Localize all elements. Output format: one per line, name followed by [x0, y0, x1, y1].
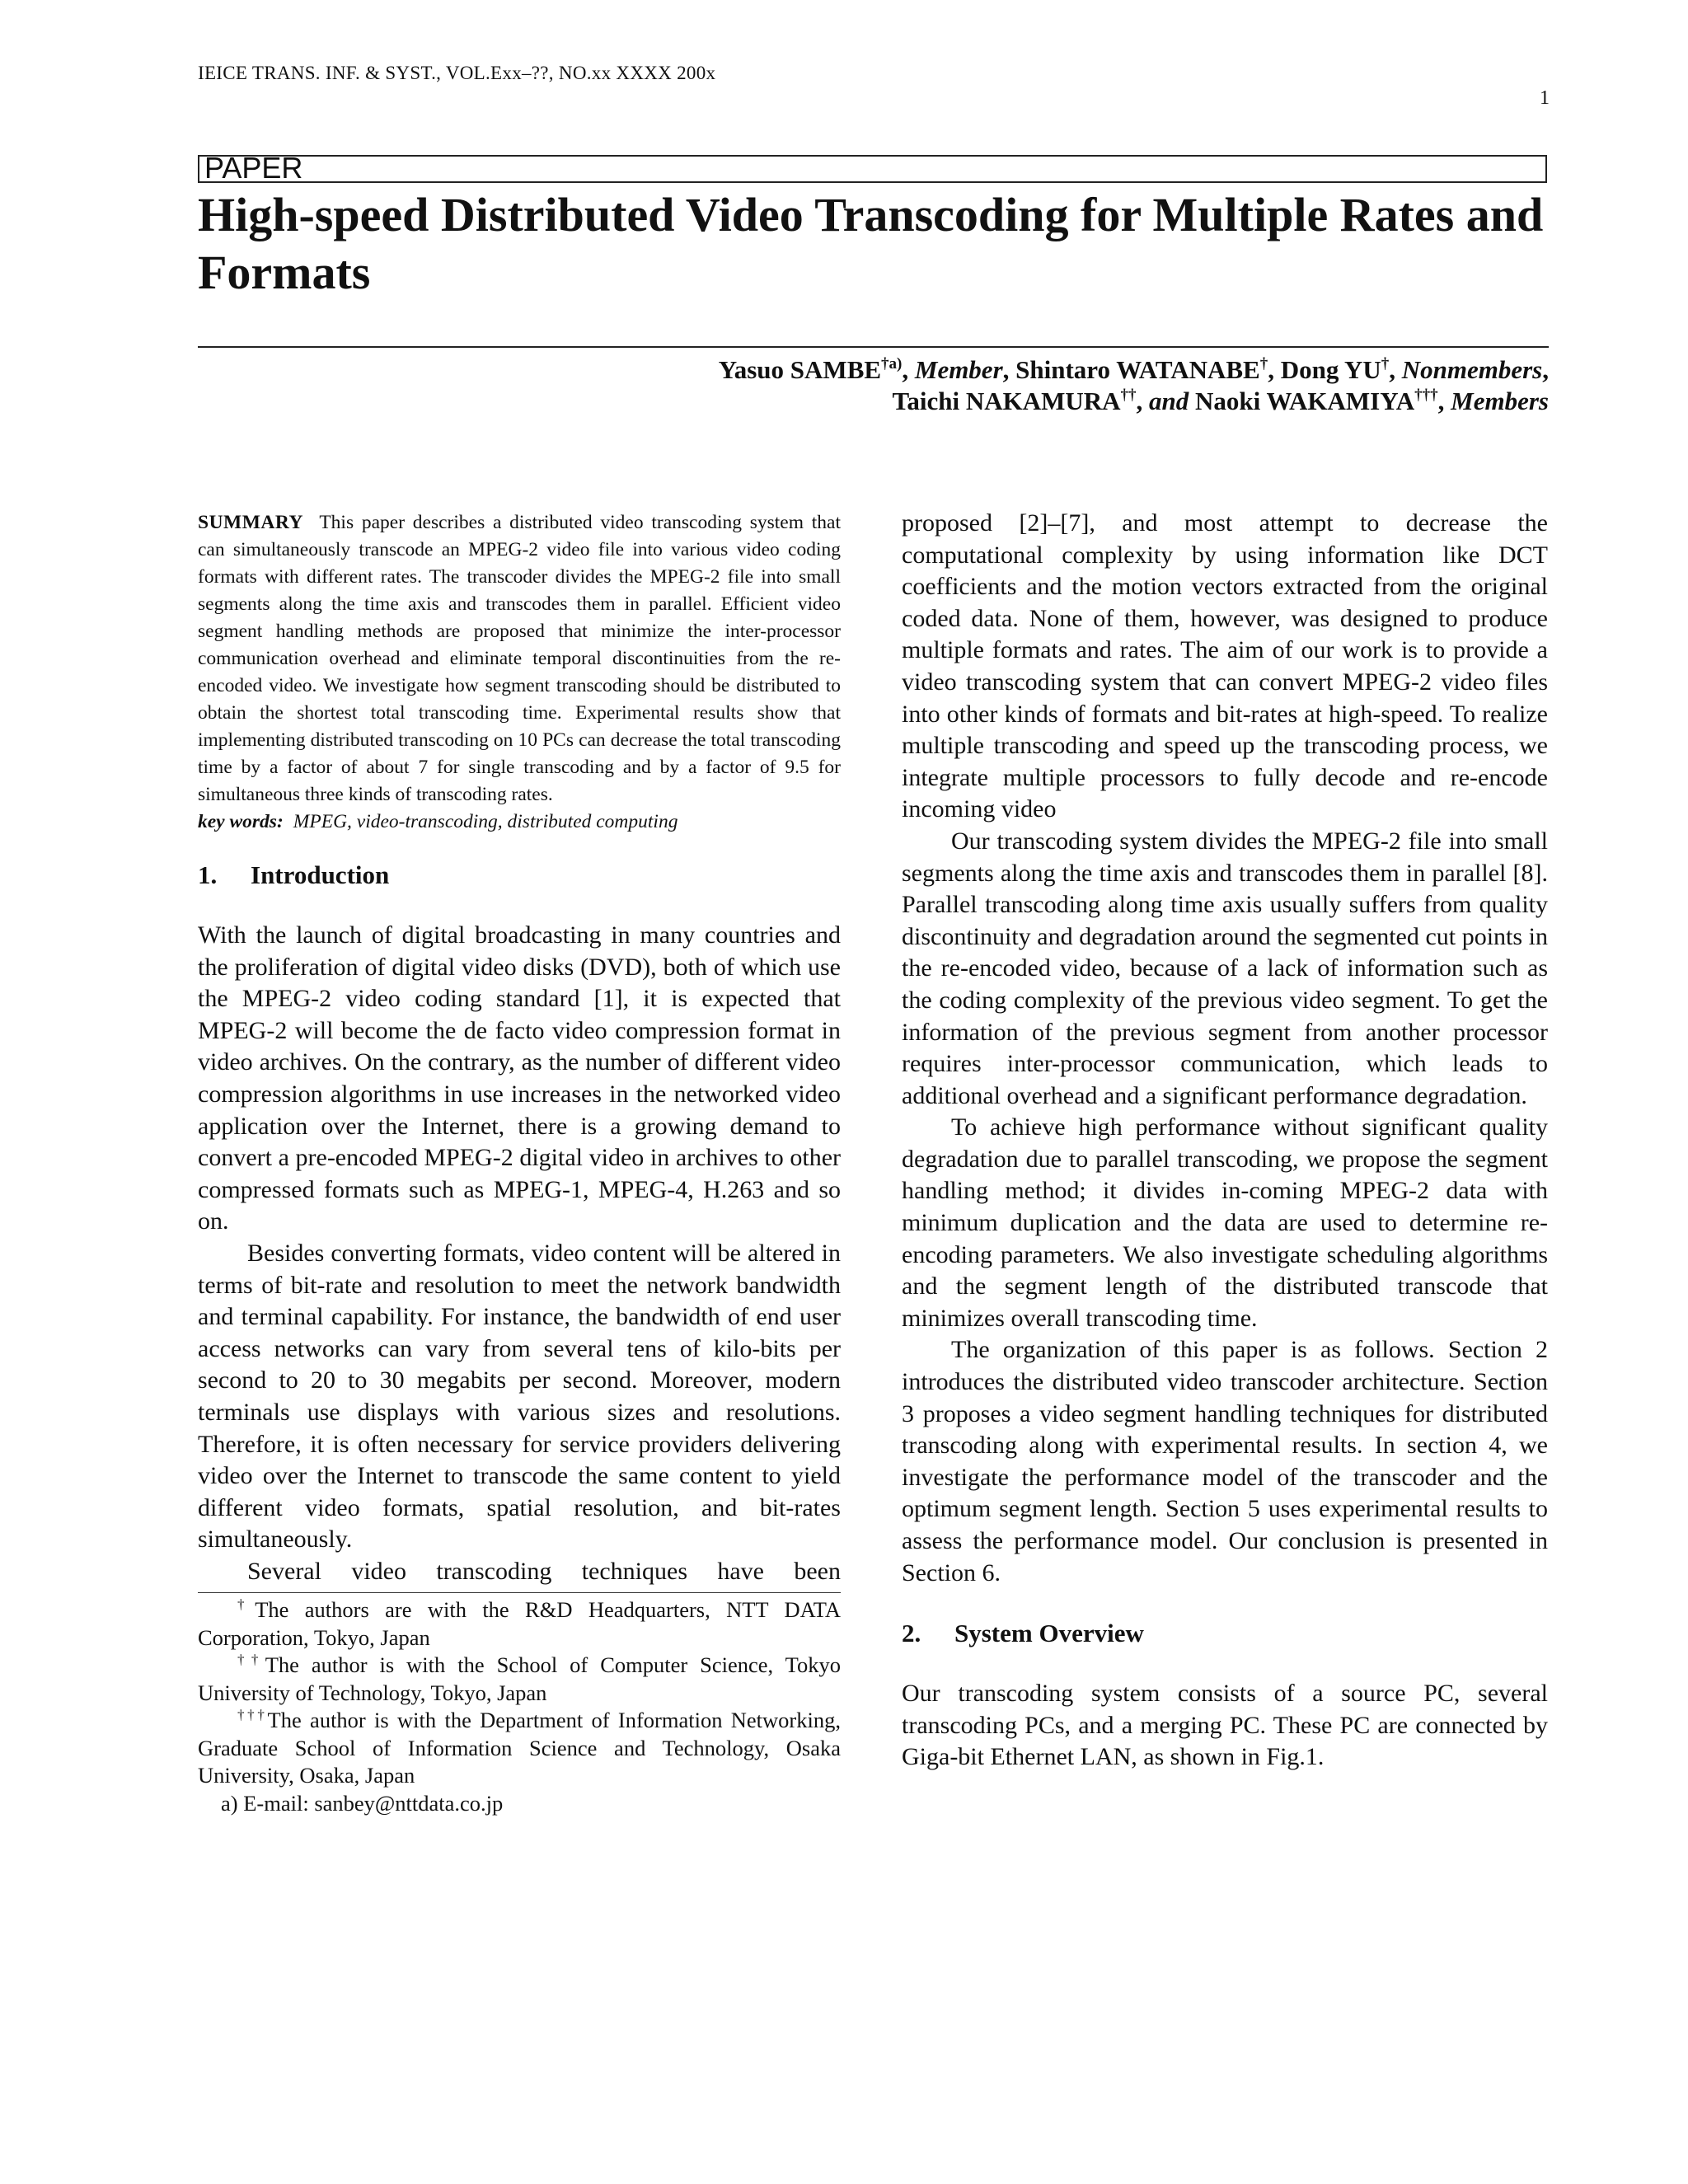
- running-head: IEICE TRANS. INF. & SYST., VOL.Exx–??, NO.xx XXXX 200x: [198, 63, 716, 83]
- footnote: †††The author is with the Department of Information Networking, Graduate School of Information Science and Technology, Osaka University, Osaka, Japan: [198, 1707, 841, 1788]
- footnote-rule: [198, 1592, 841, 1593]
- paper-type-label: PAPER: [204, 151, 303, 185]
- author-mark: †a): [881, 355, 903, 373]
- author-role: Nonmembers: [1401, 355, 1543, 384]
- summary-text: This paper describes a distributed video transcoding system that can simultaneously transcode an MPEG-2 video file into various video coding formats with different rates. The transcoder divides the MPEG-2 file into small segments along the time axis and transcodes them in parallel. Efficient video segment handling methods are proposed that minimize the inter-processor communication overhead and eliminate temporal discontinuities from the re-encoded video. We investigate how segment transcoding should be distributed to obtain the shortest total transcoding time. Experimental results show that implementing distributed transcoding on 10 PCs can decrease the total transcoding time by a factor of about 7 for single transcoding and by a factor of 9.5 for simultaneous three kinds of transcoding rates.: [198, 512, 842, 805]
- author-name: Dong YU: [1280, 355, 1381, 384]
- title-rule: [198, 346, 1549, 348]
- author-mark: †: [1259, 355, 1268, 373]
- section-title: Introduction: [251, 860, 390, 889]
- author-mark: †††: [1414, 387, 1438, 404]
- author-line-2: Taichi NAKAMURA††, and Naoki WAKAMIYA†††, Members: [892, 387, 1549, 415]
- author-name: Taichi NAKAMURA: [892, 387, 1121, 415]
- footnote: a) E-mail: sanbey@nttdata.co.jp: [221, 1790, 504, 1816]
- paragraph: Several video transcoding techniques have been: [247, 1557, 841, 1585]
- footnote-mark: †: [237, 1596, 256, 1613]
- paper-type-box: [198, 151, 1547, 185]
- section-number: 1.: [198, 860, 218, 889]
- section-heading-introduction: [198, 859, 841, 892]
- section-heading-system-overview: [902, 1617, 1548, 1650]
- author-name: Yasuo SAMBE: [718, 355, 882, 384]
- footnote-mark: †††: [237, 1707, 268, 1723]
- paragraph: Our transcoding system consists of a source PC, several transcoding PCs, and a merging PC. These PC are connected by Giga-bit Ethernet LAN, as shown in Fig.1.: [902, 1680, 1548, 1771]
- section-title: System Overview: [954, 1619, 1144, 1648]
- keywords-text: MPEG, video-transcoding, distributed computing: [293, 811, 678, 832]
- author-list: [198, 354, 1549, 417]
- summary: [198, 509, 841, 808]
- footnotes: [198, 1596, 841, 1817]
- summary-label: SUMMARY: [198, 512, 303, 533]
- author-mark: ††: [1120, 387, 1137, 404]
- paragraph: Our transcoding system divides the MPEG-2 file into small segments along the time axis and transcodes them in parallel [8]. Parallel transcoding along time axis usually suffers from quality discontinuity and degradation around the segmented cut points in the re-encoded video, because of a lack of information such as the coding complexity of the previous video segment. To get the information of the previous segment from another processor requires inter-processor communication, which leads to additional overhead and a significant performance degradation.: [902, 827, 1548, 1109]
- page-number: 1: [1540, 87, 1550, 109]
- paragraph: To achieve high performance without significant quality degradation due to parallel transcoding, we propose the segment handling method; it divides in-coming MPEG-2 data with minimum duplication and the data are used to determine re-encoding parameters. We also investigate scheduling algorithms and the segment length of the distributed transcode that minimizes overall transcoding time.: [902, 1113, 1548, 1332]
- right-column: [902, 509, 1548, 1774]
- footnote-mark: ††: [237, 1652, 265, 1668]
- footnote: †The authors are with the R&D Headquarters, NTT DATA Corporation, Tokyo, Japan: [198, 1596, 841, 1650]
- author-line-1: Yasuo SAMBE$^{\dagger a)}$, Member, Shintaro WATANABE†, Dong YU†, Nonmembers,: [718, 355, 1549, 384]
- paragraph: Besides converting formats, video content will be altered in terms of bit-rate and resolution to meet the network bandwidth and terminal capability. For instance, the bandwidth of end user access networks can vary from several tens of kilo-bits per second to 20 to 30 megabits per second. Moreover, modern terminals use displays with various sizes and resolutions. Therefore, it is often necessary for service providers delivering video over the Internet to transcode the same content to yield different video formats, spatial resolution, and bit-rates simultaneously.: [198, 1239, 841, 1554]
- paper-title: High-speed Distributed Video Transcoding for Multiple Rates and Formats: [198, 188, 1544, 299]
- keywords: [198, 808, 841, 836]
- author-conjunction: and: [1149, 387, 1189, 415]
- author-mark: †: [1381, 355, 1390, 373]
- paragraph: The organization of this paper is as follows. Section 2 introduces the distributed video transcoder architecture. Section 3 proposes a video segment handling techniques for distributed transcoding along with experimental results. In section 4, we investigate the performance model of the transcoder and the optimum segment length. Section 5 uses experimental results to assess the performance model. Our conclusion is presented in Section 6.: [902, 1336, 1548, 1586]
- paragraph: proposed [2]–[7], and most attempt to decrease the computational complexity by using information like DCT coefficients and the motion vectors extracted from the original coded data. None of them, however, was designed to produce multiple formats and rates. The aim of our work is to provide a video transcoding system that can convert MPEG-2 video files into other kinds of formats and bit-rates at high-speed. To realize multiple transcoding and speed up the transcoding process, we integrate multiple processors to fully decode and re-encode incoming video: [902, 509, 1548, 823]
- footnote: ††The author is with the School of Computer Science, Tokyo University of Technology, Tokyo, Japan: [198, 1652, 841, 1705]
- author-role: Member: [914, 355, 1003, 384]
- paragraph: With the launch of digital broadcasting in many countries and the proliferation of digital video disks (DVD), both of which use the MPEG-2 video coding standard [1], it is expected that MPEG-2 will become the de facto video compression format in video archives. On the contrary, as the number of different video compression algorithms in use increases in the networked video application over the Internet, there is a growing demand to convert a pre-encoded MPEG-2 digital video in archives to other compressed formats such as MPEG-1, MPEG-4, H.263 and so on.: [198, 921, 841, 1235]
- footnote-mark: a): [221, 1790, 238, 1816]
- section-number: 2.: [902, 1619, 921, 1648]
- author-name: Naoki WAKAMIYA: [1195, 387, 1415, 415]
- left-column: [198, 509, 841, 1817]
- keywords-label: key words:: [198, 811, 284, 832]
- author-name: Shintaro WATANABE: [1015, 355, 1260, 384]
- author-role: Members: [1451, 387, 1549, 415]
